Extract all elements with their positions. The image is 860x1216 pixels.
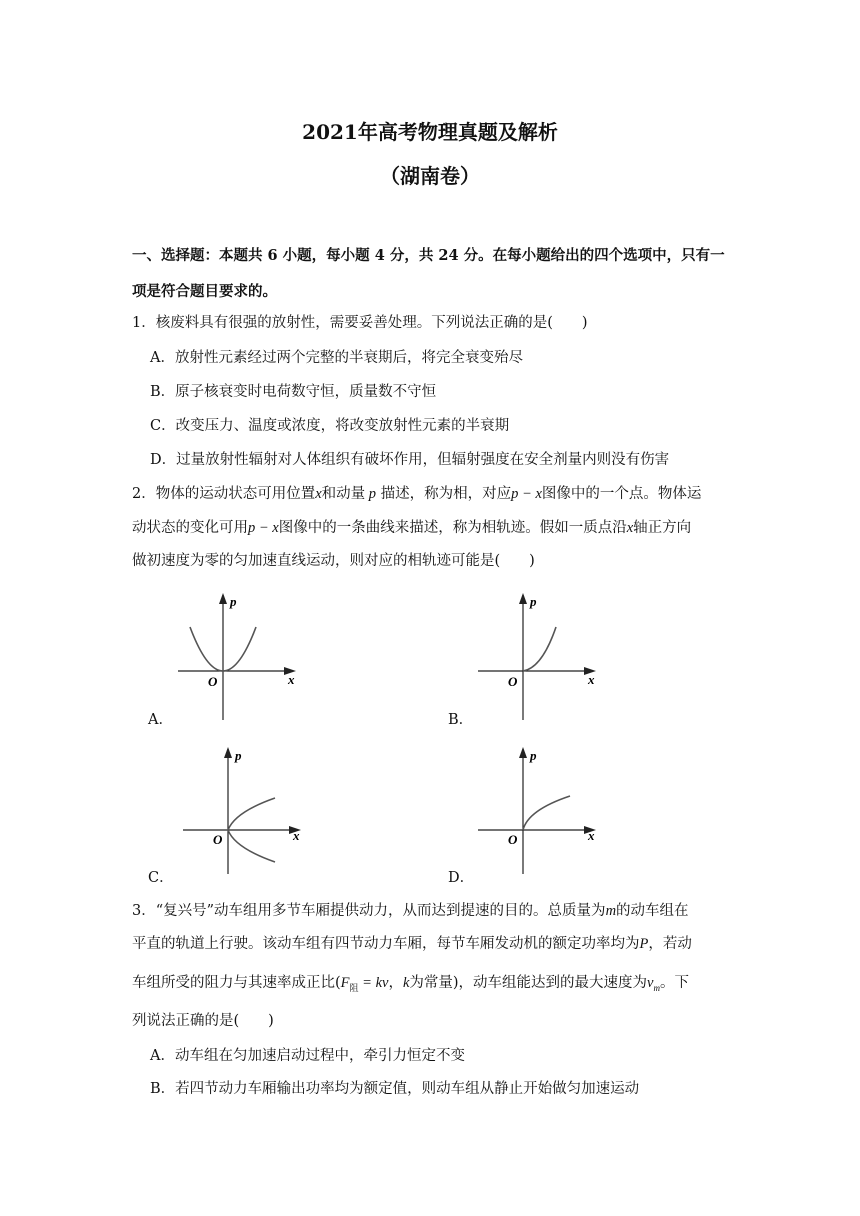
option-b-label: B． [448,712,474,728]
q1-option-b: B．原子核衰变时电荷数守恒，质量数不守恒 [150,384,437,400]
option-c-label: C． [148,870,174,886]
graph-c [175,744,315,879]
axis-p-label: p [235,748,242,763]
origin-label: O [208,674,218,689]
axis-x-label: x [288,672,295,687]
origin-label: O [508,674,518,689]
origin-label: O [213,832,223,847]
q3-stem-line1: 3．“复兴号”动车组用多节车厢提供动力，从而达到提速的目的。总质量为m的动车组在 [132,903,689,919]
axis-x-label: x [588,828,595,843]
q1-option-a: A．放射性元素经过两个完整的半衰期后，将完全衰变殆尽 [150,350,523,366]
option-d-label: D． [448,870,475,886]
section-heading-line1: 一、选择题：本题共 6 小题，每小题 4 分，共 24 分。在每小题给出的四个选项中，只有一 [132,247,725,264]
section-heading-line2: 项是符合题目要求的。 [132,283,277,300]
q1-option-d: D．过量放射性辐射对人体组织有破坏作用，但辐射强度在安全剂量内则没有伤害 [150,452,670,468]
graph-b [470,590,610,725]
q1-stem: 1．核废料具有很强的放射性，需要妥善处理。下列说法正确的是( ) [132,315,588,331]
axis-x-label: x [588,672,595,687]
graph-d [470,744,610,879]
q1-option-c: C．改变压力、温度或浓度，将改变放射性元素的半衰期 [150,418,510,434]
q2-stem-line2: 动状态的变化可用p − x图像中的一条曲线来描述，称为相轨迹。假如一质点沿x轴正方向 [132,520,692,536]
option-a-label: A． [148,712,173,728]
q3-option-b: B．若四节动力车厢输出功率均为额定值，则动车组从静止开始做匀加速运动 [150,1081,640,1097]
axis-p-label: p [230,594,237,609]
axis-x-label: x [293,828,300,843]
axis-p-label: p [530,594,537,609]
q2-stem-line3: 做初速度为零的匀加速直线运动，则对应的相轨迹可能是( ) [132,553,535,569]
origin-label: O [508,832,518,847]
q3-stem-line2: 平直的轨道上行驶。该动车组有四节动力车厢，每节车厢发动机的额定功率均为P，若动 [132,936,692,952]
q3-stem-line3: 车组所受的阻力与其速率成正比($F_阻$ = kv，k为常量)，动车组能达到的最大速度为$v_m$。下 [132,975,689,994]
page-subtitle: （湖南卷） [380,164,480,188]
q3-stem-line4: 列说法正确的是( ) [132,1013,274,1029]
axis-p-label: p [530,748,537,763]
q3-option-a: A．动车组在匀加速启动过程中，牵引力恒定不变 [150,1048,465,1064]
q2-stem-line1: 2．物体的运动状态可用位置x和动量 p 描述，称为相，对应p − x图像中的一个点。物体运 [132,486,702,502]
graph-a [170,590,310,725]
page-title: 2021年高考物理真题及解析 [302,120,558,144]
